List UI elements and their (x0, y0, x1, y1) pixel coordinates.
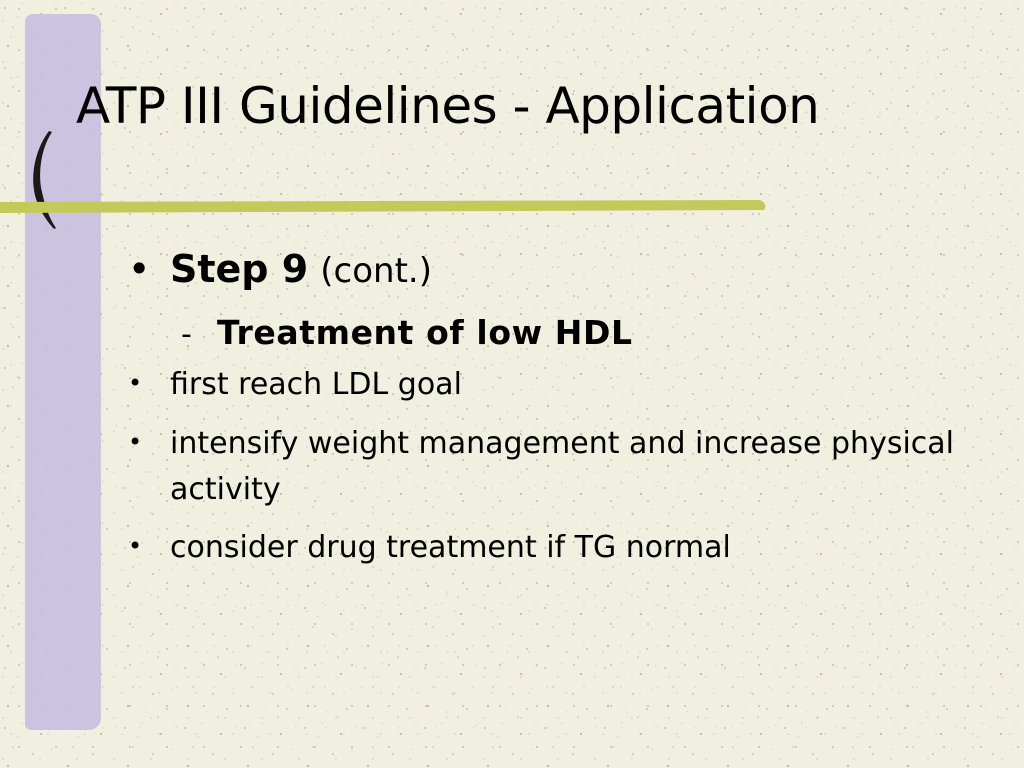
list-item (128, 421, 998, 513)
list-item-text: consider drug treatment if TG normal (170, 530, 731, 565)
slide-title: ATP III Guidelines - Application (76, 77, 820, 135)
step-heading (128, 238, 998, 300)
subheading: Treatment of low HDL (217, 313, 633, 352)
bullet-marker: • (128, 532, 143, 560)
bullet-marker: • (128, 428, 143, 456)
list-item-text: first reach LDL goal (170, 367, 462, 402)
title-divider-line (0, 196, 770, 218)
dash-marker: - (181, 317, 192, 352)
bullet-marker: • (128, 369, 143, 397)
list-item (128, 362, 998, 409)
step-suffix: (cont.) (320, 251, 432, 291)
bullet-marker: • (128, 247, 151, 291)
step-label: Step 9 (170, 247, 309, 291)
list-item-text: intensify weight management and increase physical activity (170, 426, 954, 507)
list-item (128, 525, 998, 572)
subheading-row (181, 306, 998, 360)
slide-body (128, 238, 998, 572)
